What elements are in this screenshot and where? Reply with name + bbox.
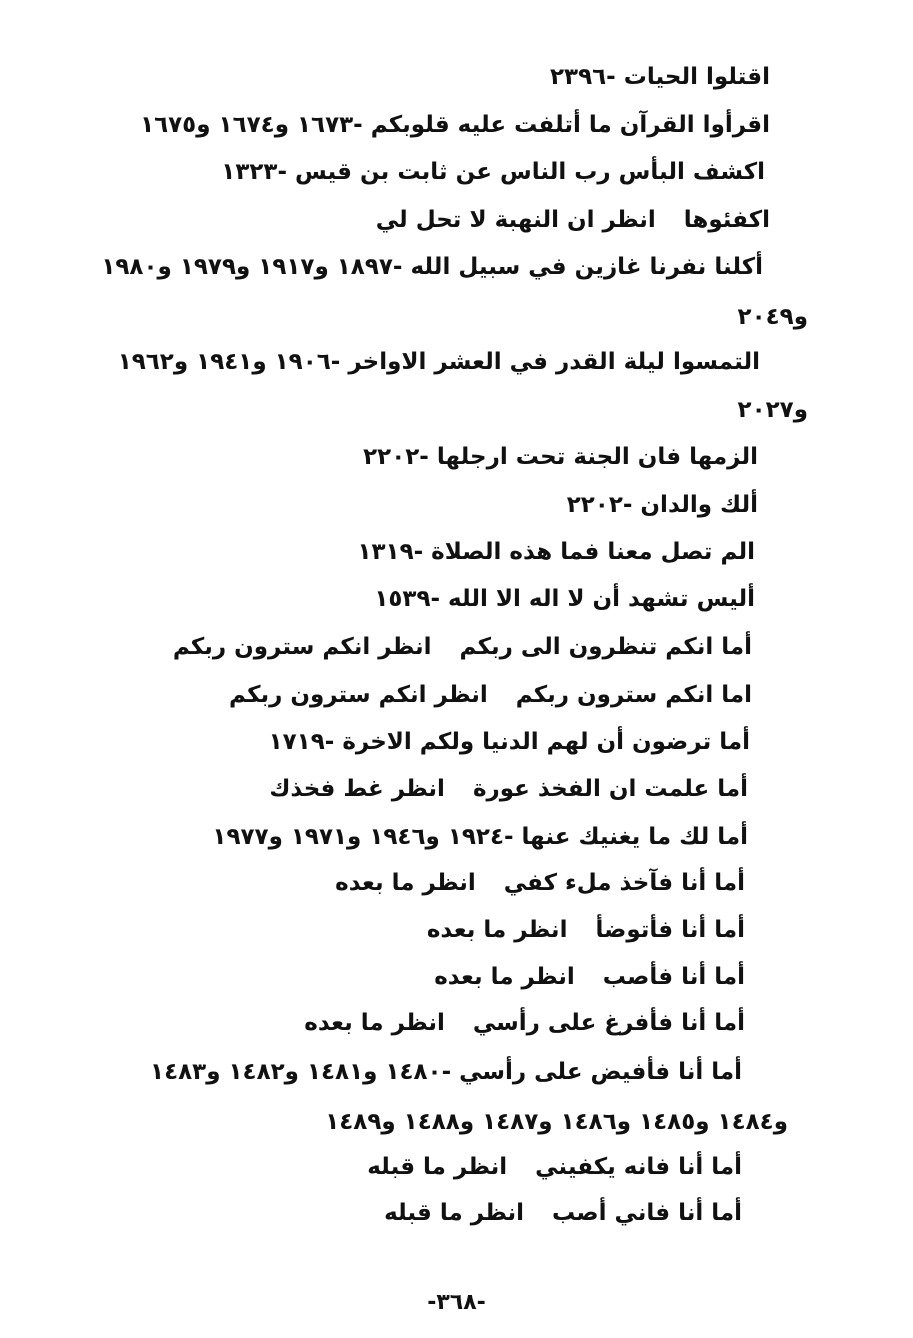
entry-text: أما أنا فانه يكفيني xyxy=(535,1154,742,1180)
entry-text: أكلنا نفرنا غازين في سبيل الله -١٨٩٧ و١٩١٧ و١٩٧٩ و١٩٨٠ xyxy=(101,254,763,280)
index-entry xyxy=(269,725,750,759)
entry-cross-reference: انظر ما قبله xyxy=(367,1154,508,1180)
entry-text: التمسوا ليلة القدر في العشر الاواخر -١٩٠٦ و١٩٤١ و١٩٦٢ xyxy=(117,349,760,375)
entry-text: أما أنا فأتوضأ xyxy=(595,917,745,943)
entry-text: أما أنا فأصب xyxy=(602,964,745,990)
index-entry xyxy=(738,300,808,334)
index-entry xyxy=(304,1006,745,1040)
entry-text: ألك والدان -٢٢٠٢ xyxy=(566,492,758,518)
entry-cross-reference: انظر غط فخذك xyxy=(269,776,445,802)
entry-cross-reference: انظر ما بعده xyxy=(304,1010,445,1036)
index-entry xyxy=(269,772,748,806)
entry-text: أما أنا فاني أصب xyxy=(552,1200,742,1226)
entry-text: الم تصل معنا فما هذه الصلاة -١٣١٩ xyxy=(357,539,755,565)
index-entry xyxy=(118,345,760,379)
index-entry xyxy=(212,820,748,854)
index-entry xyxy=(335,866,745,900)
index-entry xyxy=(221,155,765,189)
index-entry xyxy=(427,913,745,947)
index-entry xyxy=(374,582,755,616)
index-entry xyxy=(140,108,770,142)
entry-text: و١٤٨٤ و١٤٨٥ و١٤٨٦ و١٤٨٧ و١٤٨٨ و١٤٨٩ xyxy=(325,1109,788,1135)
entry-text: اكفئوها xyxy=(683,207,770,233)
entry-cross-reference: انظر ما بعده xyxy=(434,964,575,990)
entry-text: و٢٠٤٩ xyxy=(737,304,808,330)
entry-cross-reference: انظر ما قبله xyxy=(384,1200,524,1226)
index-entry xyxy=(101,250,763,284)
entry-text: اقرأوا القرآن ما أتلفت عليه قلوبكم -١٦٧٣ و١٦٧٤ و١٦٧٥ xyxy=(140,112,770,138)
index-entry xyxy=(550,60,770,94)
entry-cross-reference: انظر ما بعده xyxy=(335,870,476,896)
index-entry xyxy=(357,535,755,569)
index-entry xyxy=(738,393,808,427)
page-number: -٣٦٨- xyxy=(427,1290,486,1315)
entry-text: اقتلوا الحيات -٢٣٩٦ xyxy=(550,64,770,90)
entry-text: اما انكم سترون ربكم xyxy=(515,682,752,708)
index-entry xyxy=(367,1150,742,1184)
entry-text: أما أنا فأفرغ على رأسي xyxy=(472,1010,745,1036)
entry-text: أما ترضون أن لهم الدنيا ولكم الاخرة -١٧١٩ xyxy=(268,729,750,755)
index-entry xyxy=(376,203,770,237)
entry-text: أما انكم تنظرون الى ربكم xyxy=(459,634,752,660)
entry-text: الزمها فان الجنة تحت ارجلها -٢٢٠٢ xyxy=(363,444,758,470)
entry-text: أما أنا فآخذ ملء كفي xyxy=(503,870,745,896)
entry-cross-reference: انظر ما بعده xyxy=(426,917,568,943)
entry-cross-reference: انظر انكم سترون ربكم xyxy=(172,634,432,660)
index-entry xyxy=(325,1105,788,1139)
index-entry xyxy=(363,440,758,474)
entry-text: و٢٠٢٧ xyxy=(737,397,808,423)
index-entry xyxy=(384,1196,742,1230)
index-entry xyxy=(229,678,752,712)
entry-text: أما لك ما يغنيك عنها -١٩٢٤ و١٩٤٦ و١٩٧١ و١٩٧٧ xyxy=(212,824,748,850)
entry-cross-reference: انظر ان النهبة لا تحل لي xyxy=(375,207,656,233)
entry-text: أما علمت ان الفخذ عورة xyxy=(472,776,748,802)
entry-cross-reference: انظر انكم سترون ربكم xyxy=(229,682,488,708)
index-entry xyxy=(150,1055,742,1089)
index-entry xyxy=(173,630,752,664)
entry-text: أما أنا فأفيض على رأسي -١٤٨٠ و١٤٨١ و١٤٨٢ و١٤٨٣ xyxy=(150,1059,742,1085)
entry-text: أليس تشهد أن لا اله الا الله -١٥٣٩ xyxy=(374,586,755,612)
index-entry xyxy=(567,488,758,522)
entry-text: اكشف البأس رب الناس عن ثابت بن قيس -١٣٢٣ xyxy=(221,159,765,185)
index-entry xyxy=(434,960,745,994)
